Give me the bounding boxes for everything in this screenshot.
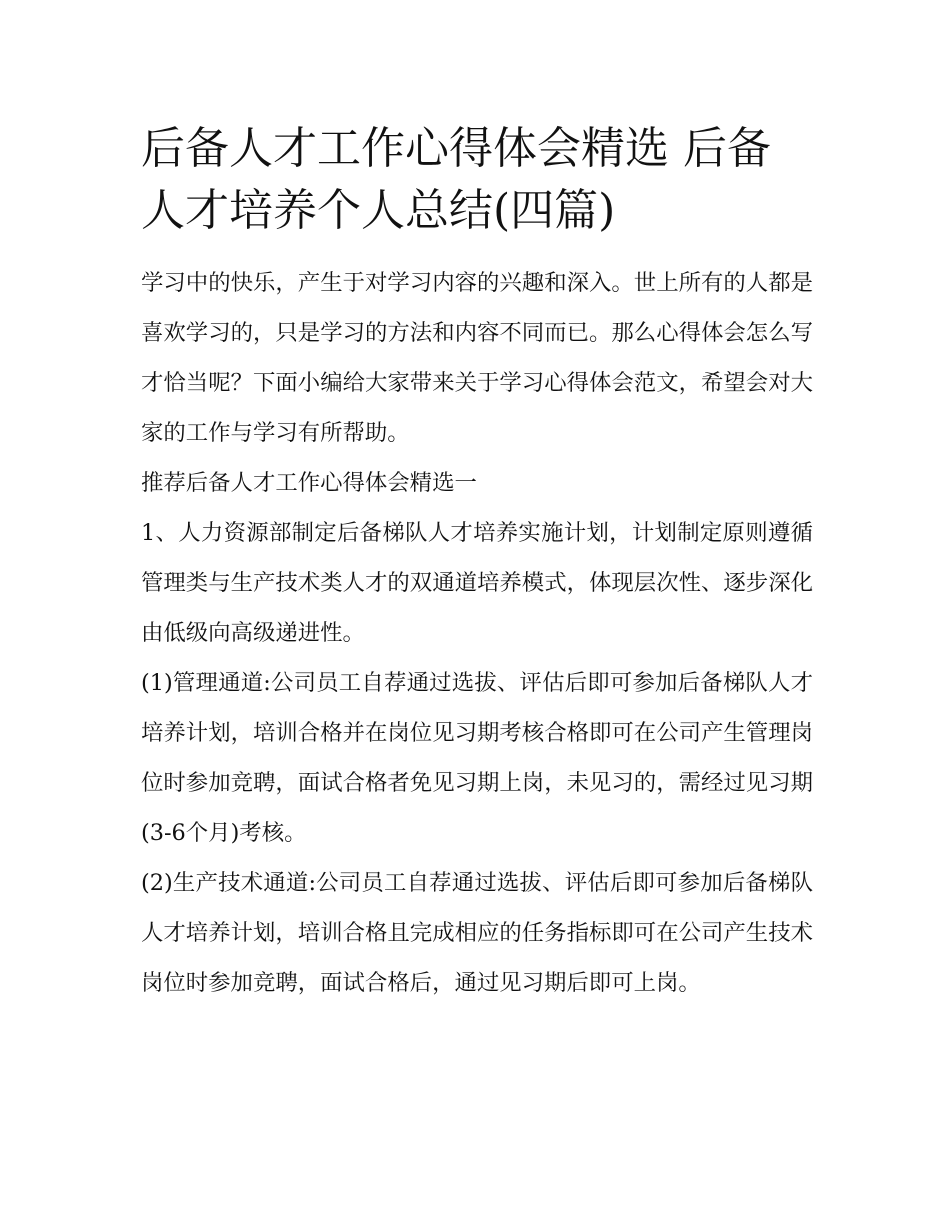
paragraph-technical-channel: (2)生产技术通道:公司员工自荐通过选拔、评估后即可参加后备梯队人才培养计划，培训合格且完成相应的任务指标即可在公司产生技术岗位时参加竞聘，面试合格后，通过见习期后即可上岗。 <box>141 870 813 996</box>
paragraph-item-1: 1、人力资源部制定后备梯队人才培养实施计划，计划制定原则遵循管理类与生产技术类人才的双通道培养模式，体现层次性、逐步深化由低级向高级递进性。 <box>141 520 813 646</box>
document-title: 后备人才工作心得体会精选 后备人才培养个人总结(四篇) <box>141 123 771 236</box>
document-page <box>141 118 813 1008</box>
paragraph-intro: 学习中的快乐，产生于对学习内容的兴趣和深入。世上所有的人都是喜欢学习的，只是学习的方法和内容不同而已。那么心得体会怎么写才恰当呢？下面小编给大家带来关于学习心得体会范文，希望会对大家的工作与学习有所帮助。 <box>141 270 813 446</box>
document-body <box>141 258 813 1008</box>
paragraph-section-heading: 推荐后备人才工作心得体会精选一 <box>141 470 477 496</box>
paragraph-management-channel: (1)管理通道:公司员工自荐通过选拔、评估后即可参加后备梯队人才培养计划，培训合格并在岗位见习期考核合格即可在公司产生管理岗位时参加竞聘，面试合格者免见习期上岗，未见习的，需经过见习期(3-6个月)考核。 <box>141 670 813 846</box>
